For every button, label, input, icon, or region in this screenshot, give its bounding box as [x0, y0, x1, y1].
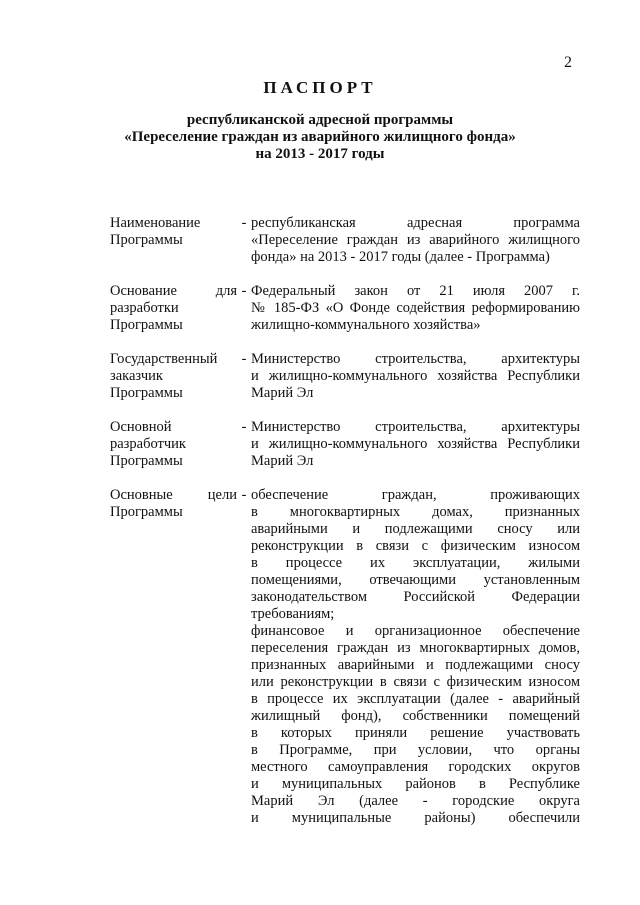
label-line: Основной [110, 419, 172, 435]
label-line: Основные цели [110, 487, 237, 503]
subtitle-line: республиканской адресной программы [186, 112, 454, 128]
value-line: финансовое и организационное обеспечение [251, 623, 580, 639]
value-line: Министерство строительства, архитектуры [251, 351, 580, 367]
section-label [110, 215, 237, 266]
value-line: реконструкции в связи с физическим износом [251, 538, 580, 554]
value-line: жилищный фонд), собственники помещений [251, 708, 580, 724]
label-line: Наименование [110, 215, 201, 231]
value-line: помещениями, отвечающими установленным [251, 572, 580, 588]
value-line: жилищно-коммунального хозяйства» [251, 317, 481, 333]
value-line: и жилищно-коммунального хозяйства Республики [251, 436, 580, 452]
value-line: в процессе их эксплуатации (далее - аварийный [251, 691, 580, 707]
value-line: и муниципальные районы) обеспечили [251, 810, 580, 826]
section-value [251, 419, 580, 470]
value-line: признанных аварийными и подлежащими сносу [251, 657, 580, 673]
section-state-customer [110, 351, 580, 402]
section-developer [110, 419, 580, 470]
section-label [110, 419, 237, 470]
section-label [110, 283, 237, 334]
subtitle-line: «Переселение граждан из аварийного жилищного фонда» [124, 129, 516, 145]
value-line: «Переселение граждан из аварийного жилищного [251, 232, 580, 248]
value-line: фонда» на 2013 - 2017 годы (далее - Программа) [251, 249, 550, 265]
value-line: в Программе, при условии, что органы [251, 742, 580, 758]
value-line: Марий Эл (далее - городские округа [251, 793, 580, 809]
section-dash: - [241, 215, 247, 231]
label-line: Программы [110, 317, 183, 333]
section-dash: - [241, 351, 247, 367]
label-line: разработчик [110, 436, 186, 452]
value-line: Марий Эл [251, 385, 314, 401]
value-line: в многоквартирных домах, признанных [251, 504, 580, 520]
value-line: или реконструкции в связи с физическим износом [251, 674, 580, 690]
label-line: Программы [110, 504, 183, 520]
section-value [251, 283, 580, 334]
value-line: Федеральный закон от 21 июля 2007 г. [251, 283, 580, 299]
value-line: законодательством Российской Федерации [251, 589, 580, 605]
section-dash: - [241, 283, 247, 299]
value-line: аварийными и подлежащими сносу или [251, 521, 580, 537]
value-line: в которых приняли решение участвовать [251, 725, 580, 741]
section-value [251, 351, 580, 402]
label-line: Программы [110, 232, 183, 248]
value-line: обеспечение граждан, проживающих [251, 487, 580, 503]
section-value [251, 215, 580, 266]
label-line: Государственный [110, 351, 218, 367]
section-goals [110, 487, 580, 827]
section-dash: - [241, 487, 247, 503]
value-line: в процессе их эксплуатации, жилыми [251, 555, 580, 571]
value-line: № 185-ФЗ «О Фонде содействия реформированию [251, 300, 580, 316]
value-line: и жилищно-коммунального хозяйства Республики [251, 368, 580, 384]
subtitle-line: на 2013 - 2017 годы [255, 146, 385, 162]
value-line: переселения граждан из многоквартирных домов, [251, 640, 580, 656]
value-line: требованиям; [251, 606, 335, 622]
label-line: разработки [110, 300, 179, 316]
section-label [110, 351, 237, 402]
section-value [251, 487, 580, 827]
passport-sections [110, 215, 580, 844]
page-number: 2 [564, 54, 572, 71]
section-program-name [110, 215, 580, 266]
section-label [110, 487, 237, 827]
value-line: и муниципальных районов в Республике [251, 776, 580, 792]
section-dash: - [241, 419, 247, 435]
value-line: местного самоуправления городских округов [251, 759, 580, 775]
label-line: Программы [110, 385, 183, 401]
label-line: Основание для [110, 283, 237, 299]
document-title: ПАСПОРТ [263, 78, 377, 97]
value-line: Марий Эл [251, 453, 314, 469]
label-line: Программы [110, 453, 183, 469]
document-subtitle [0, 112, 640, 163]
section-basis [110, 283, 580, 334]
value-line: республиканская адресная программа [251, 215, 580, 231]
value-line: Министерство строительства, архитектуры [251, 419, 580, 435]
label-line: заказчик [110, 368, 163, 384]
